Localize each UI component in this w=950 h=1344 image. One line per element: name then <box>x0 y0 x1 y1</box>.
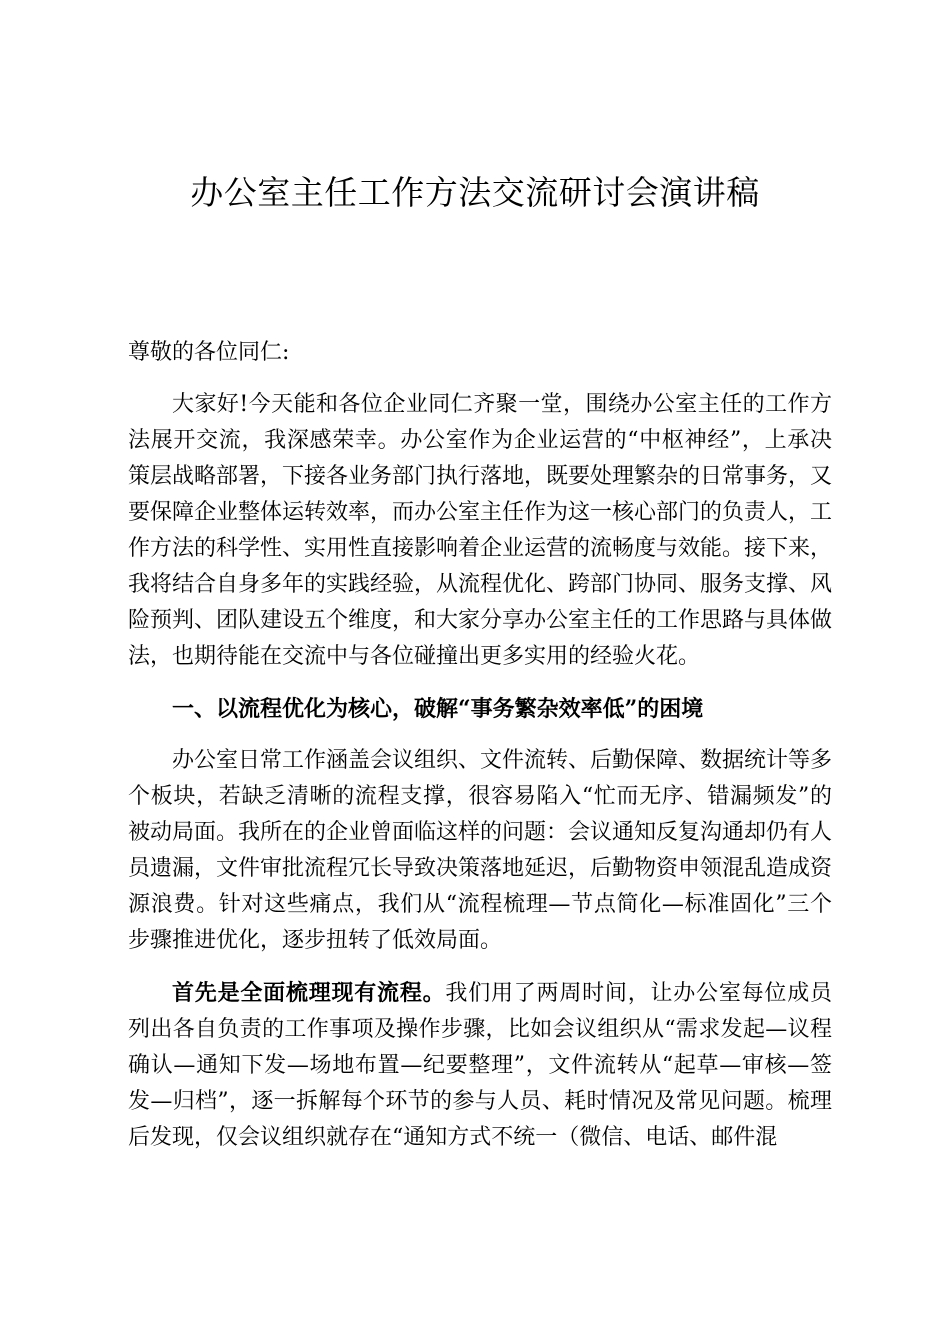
document-body <box>128 335 832 1172</box>
section-1-heading: 一、以流程优化为核心，破解“事务繁杂效率低”的困境 <box>172 696 704 722</box>
salutation: 尊敬的各位同仁: <box>128 340 290 365</box>
intro-paragraph: 大家好!今天能和各位企业同仁齐聚一堂，围绕办公室主任的工作方法展开交流，我深感荣幸。办公室作为企业运营的“中枢神经”，上承决策层战略部署，下接各业务部门执行落地，既要处理繁杂的日常事务，又要保障企业整体运转效率，而办公室主任作为这一核心部门的负责人，工作方法的科学性、实用性直接影响着企业运营的流畅度与效能。接下来，我将结合自身多年的实践经验，从流程优化、跨部门协同、服务支撑、风险预判、团队建设五个维度，和大家分享办公室主任的工作思路与具体做法，也期待能在交流中与各位碰撞出更多实用的经验火花。 <box>128 392 833 669</box>
section-1-paragraph-2 <box>128 975 832 1156</box>
paragraph-lead-sentence: 首先是全面梳理现有流程。 <box>172 980 446 1006</box>
document-title: 办公室主任工作方法交流研讨会演讲稿 <box>190 173 760 212</box>
section-1-paragraph-1: 办公室日常工作涵盖会议组织、文件流转、后勤保障、数据统计等多个板块，若缺乏清晰的流程支撑，很容易陷入“忙而无序、错漏频发”的被动局面。我所在的企业曾面临这样的问题：会议通知反复沟通却仍有人员遗漏，文件审批流程冗长导致决策落地延迟，后勤物资申领混乱造成资源浪费。针对这些痛点，我们从“流程梳理—节点简化—标准固化”三个步骤推进优化，逐步扭转了低效局面。 <box>128 748 833 953</box>
paragraph-body-text: 我们用了两周时间，让办公室每位成员列出各自负责的工作事项及操作步骤，比如会议组织从“需求发起—议程确认—通知下发—场地布置—纪要整理”，文件流转从“起草—审核—签发—归档”，逐一拆解每个环节的参与人员、耗时情况及常见问题。梳理后发现，仅会议组织就存在“通知方式不统一（微信、电话、邮件混 <box>128 981 832 1150</box>
